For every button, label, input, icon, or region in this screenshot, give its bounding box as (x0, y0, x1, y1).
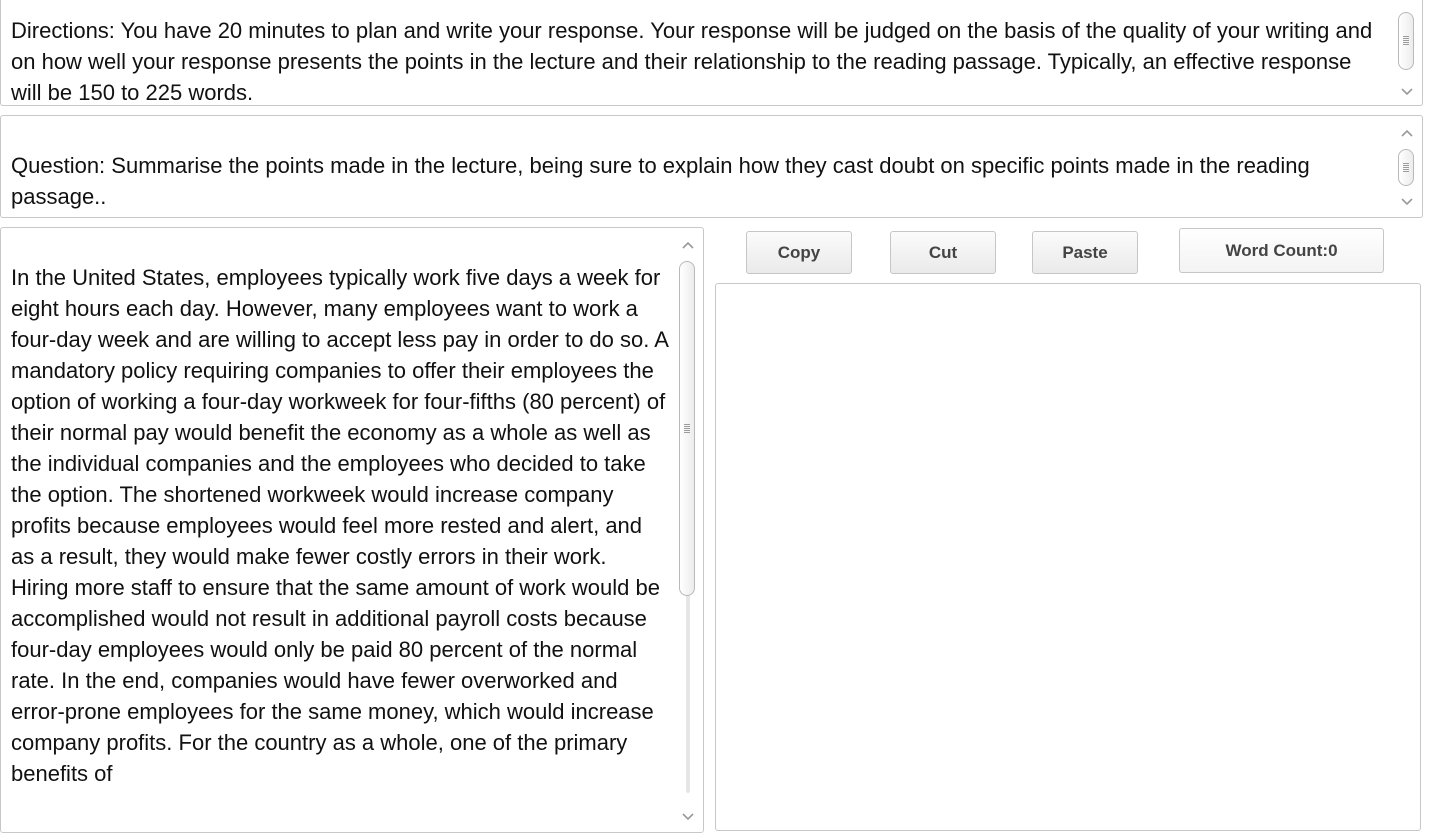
chevron-up-icon[interactable] (1394, 124, 1420, 142)
chevron-down-icon[interactable] (1394, 83, 1420, 101)
response-textarea[interactable] (715, 283, 1421, 831)
scroll-thumb[interactable] (679, 261, 695, 596)
scroll-thumb[interactable] (1398, 12, 1414, 70)
question-scrollbar[interactable] (1394, 116, 1420, 217)
chevron-down-icon[interactable] (675, 808, 701, 826)
scroll-thumb[interactable] (1398, 149, 1414, 186)
reading-passage-text: In the United States, employees typically work five days a week for eight hours each day. However, many employees want to work a four-day week and are willing to accept less pay in order to do so. A mandatory policy requiring companies to offer their employees the option of working a four-day workweek for four-fifths (80 percent) of their normal pay would benefit the economy as a whole as well as the individual companies and the employees who decided to take the option. The shortened workweek would increase company profits because employees would feel more rested and alert, and as a result, they would make fewer costly errors in their work. Hiring more staff to ensure that the same amount of work would be accomplished would not result in additional payroll costs because four-day employees would only be paid 80 percent of the normal rate. In the end, companies would have fewer overworked and error-prone employees for the same money, which would increase company profits. For the country as a whole, one of the primary benefits of (11, 265, 668, 786)
paste-button[interactable]: Paste (1032, 231, 1138, 274)
chevron-down-icon[interactable] (1394, 193, 1420, 211)
scroll-track[interactable] (686, 588, 690, 793)
reading-scrollbar[interactable] (675, 228, 701, 832)
reading-passage-panel (0, 227, 704, 833)
directions-panel (0, 0, 1423, 106)
chevron-up-icon[interactable] (675, 236, 701, 254)
directions-scrollbar[interactable] (1394, 0, 1420, 105)
question-text: Question: Summarise the points made in the lecture, being sure to explain how they cast doubt on specific points made in the reading passage.. (11, 153, 1310, 209)
directions-text: Directions: You have 20 minutes to plan and write your response. Your response will be judged on the basis of the quality of your writing and on how well your response presents the points in the lecture and their relationship to the reading passage. Typically, an effective response will be 150 to 225 words. (11, 18, 1373, 105)
cut-button[interactable]: Cut (890, 231, 996, 274)
copy-button[interactable]: Copy (746, 231, 852, 274)
question-panel (0, 115, 1423, 218)
word-count-display: Word Count:0 (1179, 228, 1384, 273)
